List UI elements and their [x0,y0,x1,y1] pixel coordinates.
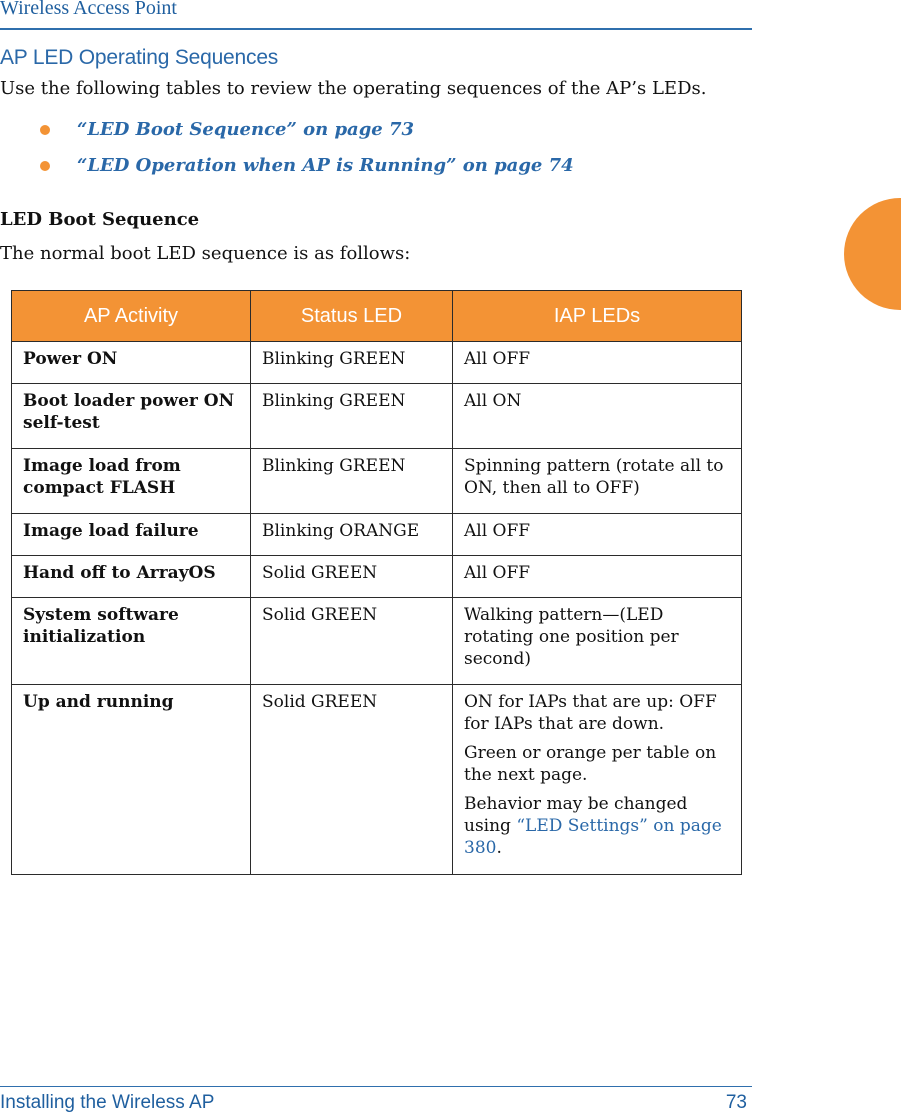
cell-iap-leds: All OFF [453,342,742,384]
page-footer [0,1086,752,1115]
table-row [12,384,742,449]
boot-sequence-intro: The normal boot LED sequence is as follows: [0,243,411,264]
iap-note-color: Green or orange per table on the next page. [464,743,717,785]
cell-iap-leds: All OFF [453,514,742,556]
cell-ap-activity: Hand off to ArrayOS [12,556,251,598]
boot-sequence-heading: LED Boot Sequence [0,209,200,230]
list-item [0,117,620,153]
section-intro: Use the following tables to review the operating sequences of the AP’s LEDs. [0,78,707,99]
iap-note-suffix: . [496,838,502,858]
page-header [0,0,752,30]
cell-status-led: Blinking GREEN [251,449,453,514]
iap-note-prefix: Behavior may be changed using [464,794,688,836]
cell-ap-activity: Image load failure [12,514,251,556]
column-header-iap-leds: IAP LEDs [453,291,742,342]
table-row [12,685,742,875]
table-row [12,342,742,384]
led-boot-table [11,290,742,875]
cell-iap-leds: All ON [453,384,742,449]
table-header-row [12,291,742,342]
cell-iap-leds [453,685,742,875]
table-row [12,598,742,685]
cell-ap-activity: Image load from compact FLASH [12,449,251,514]
cell-ap-activity: Boot loader power ON self-test [12,384,251,449]
cell-status-led: Blinking ORANGE [251,514,453,556]
iap-note-behavior [464,793,730,859]
cell-iap-leds: Walking pattern—(LED rotating one position per second) [453,598,742,685]
section-title: AP LED Operating Sequences [0,46,279,69]
list-item [0,153,620,189]
link-led-settings[interactable]: “LED Settings” on page 380 [464,816,722,858]
column-header-status-led: Status LED [251,291,453,342]
chapter-tab-marker [844,198,901,310]
link-led-operation-running[interactable]: “LED Operation when AP is Running” on page 74 [77,155,574,176]
iap-note-up-down: ON for IAPs that are up: OFF for IAPs that are down. [464,692,717,734]
column-header-ap-activity: AP Activity [12,291,251,342]
table-row [12,514,742,556]
bullet-dot-icon [40,125,50,135]
table-row [12,556,742,598]
cell-status-led: Solid GREEN [251,556,453,598]
footer-chapter-title: Installing the Wireless AP [0,1092,215,1113]
link-led-boot-sequence[interactable]: “LED Boot Sequence” on page 73 [77,119,415,140]
table-row [12,449,742,514]
cell-iap-leds: All OFF [453,556,742,598]
link-list [0,117,620,189]
cell-ap-activity: Up and running [12,685,251,875]
header-title: Wireless Access Point [0,0,177,19]
cell-ap-activity: System software initialization [12,598,251,685]
cell-status-led: Blinking GREEN [251,342,453,384]
cell-status-led: Solid GREEN [251,685,453,875]
cell-ap-activity: Power ON [12,342,251,384]
bullet-dot-icon [40,161,50,171]
cell-status-led: Solid GREEN [251,598,453,685]
cell-iap-leds: Spinning pattern (rotate all to ON, then all to OFF) [453,449,742,514]
cell-status-led: Blinking GREEN [251,384,453,449]
page-number: 73 [725,1092,747,1113]
